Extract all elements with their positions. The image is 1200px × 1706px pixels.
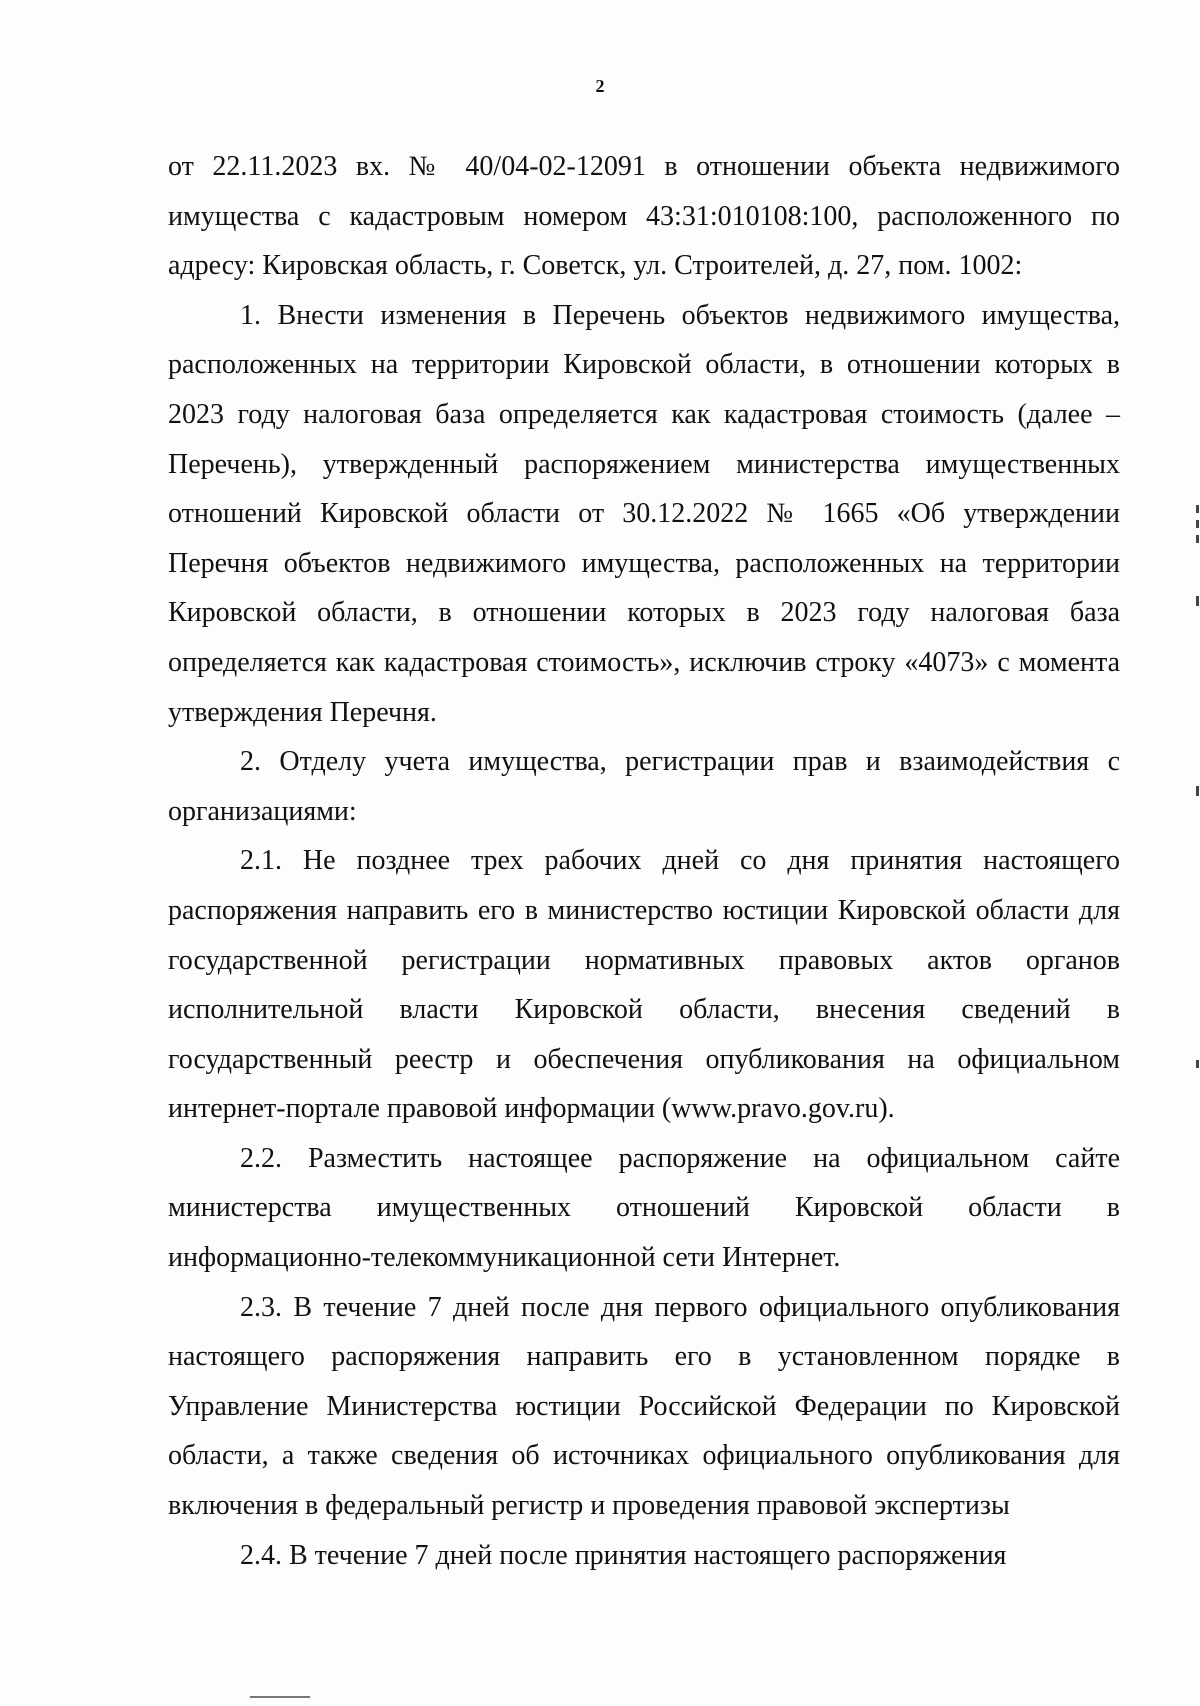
paragraph-item-2: 2. Отделу учета имущества, регистрации прав и взаимодействия с организациями:	[168, 746, 1120, 827]
scan-mark	[1196, 535, 1199, 543]
paragraph-item-1: 1. Внести изменения в Перечень объектов недвижимого имущества, расположенных на территории Кировской области, в отношении которых в 2023 году налоговая база определяется как кадастровая стоимость (далее – Перечень), утвержденный распоряжением министерства имущественных отношений Кировской области от 30.12.2022 № 1665 «Об утверждении Перечня объектов недвижимого имущества, расположенных на территории Кировской области, в отношении которых в 2023 году налоговая база определяется как кадастровая стоимость», исключив строку «4073» с момента утверждения Перечня.	[168, 299, 1120, 728]
scan-mark	[1196, 520, 1199, 528]
paragraph-item-2-1: 2.1. Не позднее трех рабочих дней со дня принятия настоящего распоряжения направить его в министерство юстиции Кировской области для государственной регистрации нормативных правовых актов органов исполнительной власти Кировской области, внесения сведений в государственный реестр и обеспечения опубликования на официальном интернет-портале правовой информации (www.pravo.gov.ru).	[168, 845, 1120, 1125]
scan-mark	[1196, 505, 1199, 513]
paragraph-item-2-2: 2.2. Разместить настоящее распоряжение на официальном сайте министерства имущественных отношений Кировской области в информационно-телекоммуникационной сети Интернет.	[168, 1142, 1120, 1274]
scan-mark	[1196, 1060, 1199, 1068]
paragraph-intro: от 22.11.2023 вх. № 40/04-02-12091 в отношении объекта недвижимого имущества с кадастровым номером 43:31:010108:100, расположенного по адресу: Кировская область, г. Советск, ул. Строителей, д. 27, пом. 1002:	[168, 151, 1120, 282]
paragraph-item-2-4: 2.4. В течение 7 дней после принятия настоящего распоряжения	[240, 1539, 1007, 1571]
document-body	[168, 142, 1120, 1580]
scan-mark	[1196, 596, 1199, 606]
scan-mark	[1196, 786, 1199, 796]
scan-artifact-bottom	[250, 1696, 310, 1704]
page-number: 2	[595, 76, 605, 96]
paragraph-item-2-3: 2.3. В течение 7 дней после дня первого официального опубликования настоящего распоряжения направить его в установленном порядке в Управление Министерства юстиции Российской Федерации по Кировской области, а также сведения об источниках официального опубликования для включения в федеральный регистр и проведения правовой экспертизы	[168, 1291, 1120, 1522]
